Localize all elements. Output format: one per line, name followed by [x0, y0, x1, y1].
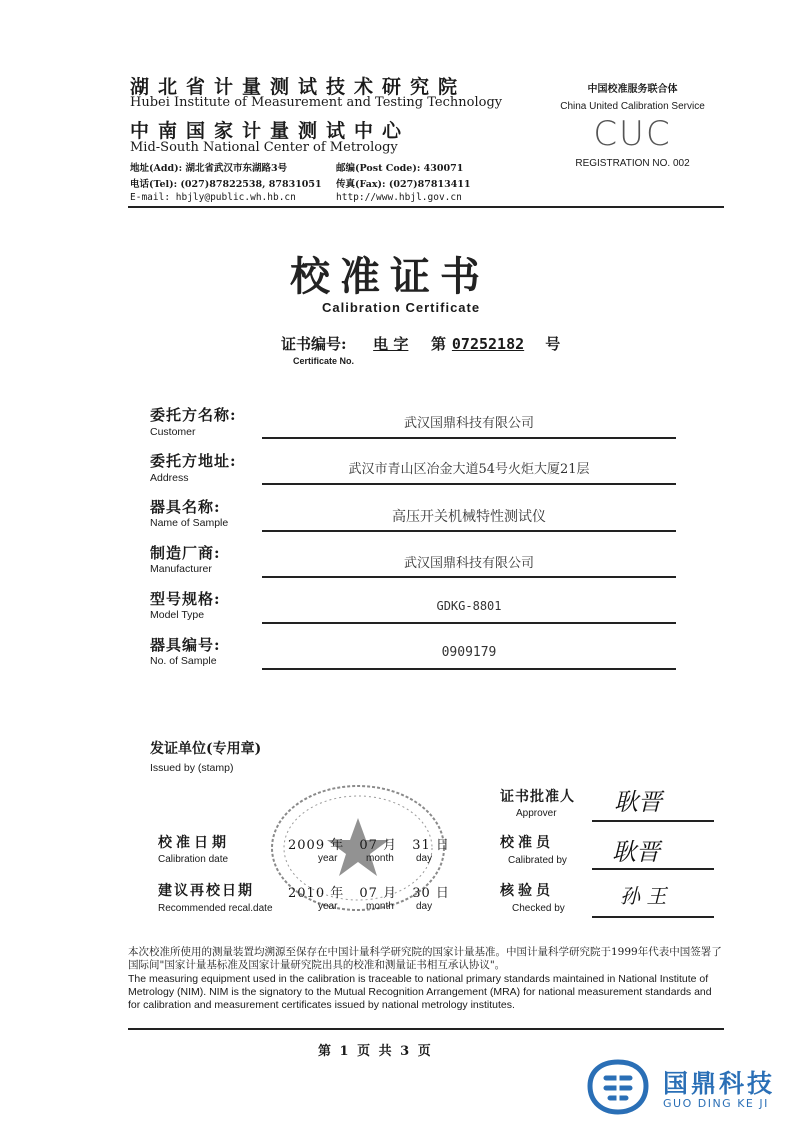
calibration-date-value	[288, 834, 450, 853]
cal-day: 31	[412, 838, 431, 853]
cuc-logo: CUC	[593, 114, 672, 154]
recal-day: 30	[412, 886, 431, 901]
watermark-en: GUO DING KE JI	[663, 1097, 769, 1110]
manufacturer-line	[262, 576, 676, 578]
traceability-note-en: The measuring equipment used in the calibration is traceable to national primary standards maintained in National Institute of Metrology (NIM). NIM is the signatory to the Mutual Recognition Arrangement (MRA) for national measurement standards and for calibration and measurement certificates issued by national metrology institutes.	[128, 973, 712, 1011]
recal-month-en: month	[366, 901, 394, 912]
recal-year-en: year	[318, 901, 338, 912]
center-name-en: Mid-South National Center of Metrology	[130, 140, 398, 155]
certno-hao: 号	[545, 335, 561, 353]
certno-label-en: Certificate No.	[293, 356, 355, 366]
checked-by-label-en: Checked by	[512, 903, 565, 914]
cal-yue: 月	[383, 838, 398, 853]
center-name-cn: 中南国家计量测试中心	[130, 120, 411, 142]
approver-label-en: Approver	[516, 808, 557, 819]
cal-year-en: year	[318, 853, 338, 864]
model-line	[262, 622, 676, 624]
cuc-name-en: China United Calibration Service	[560, 101, 705, 112]
sample-name-value: 高压开关机械特性测试仪	[392, 509, 546, 525]
calibrated-by-line	[592, 868, 714, 870]
sample-no-label-en: No. of Sample	[150, 655, 217, 667]
website: http://www.hbjl.gov.cn	[336, 192, 462, 203]
checked-by-signature: 孙 王	[620, 884, 667, 908]
address-label-cn: 委托方地址:	[150, 452, 237, 470]
sample-no-value: 0909179	[441, 645, 497, 660]
cal-ri: 日	[435, 838, 450, 853]
customer-line	[262, 437, 676, 439]
footer-divider	[128, 1028, 724, 1030]
model-value: GDKG-8801	[436, 599, 502, 613]
certno-prefix: 电 字	[373, 335, 409, 353]
email: E-mail: hbjly@public.wh.hb.cn	[130, 192, 296, 203]
postcode: 邮编(Post Code): 430071	[336, 163, 464, 174]
calibration-date-label-en: Calibration date	[158, 854, 229, 865]
sample-name-label-en: Name of Sample	[150, 517, 229, 529]
manufacturer-value: 武汉国鼎科技有限公司	[403, 556, 534, 571]
telephone: 电话(Tel): (027)87822538, 87831051	[130, 179, 322, 190]
certno-number: 07252182	[451, 335, 525, 353]
approver-label-cn: 证书批准人	[500, 789, 575, 805]
title-en: Calibration Certificate	[322, 300, 481, 315]
institute-name-en: Hubei Institute of Measurement and Testing Technology	[130, 95, 503, 110]
sample-no-label-cn: 器具编号:	[150, 636, 221, 654]
manufacturer-label-en: Manufacturer	[150, 563, 212, 575]
customer-label-en: Customer	[150, 426, 196, 438]
customer-label-cn: 委托方名称:	[150, 406, 237, 424]
checked-by-line	[592, 916, 714, 918]
watermark-cn: 国鼎科技	[663, 1069, 776, 1098]
header-divider	[128, 206, 724, 208]
cuc-name-cn: 中国校准服务联合体	[587, 84, 678, 95]
model-label-en: Model Type	[150, 609, 205, 621]
address-line	[262, 483, 676, 485]
calibrated-by-label-cn: 校准员	[500, 835, 554, 851]
calibrated-by-signature: 耿晋	[612, 838, 660, 866]
address-value: 武汉市青山区冶金大道54号火炬大厦21层	[348, 462, 590, 477]
calibrated-by-label-en: Calibrated by	[508, 855, 567, 866]
traceability-note-cn: 本次校准所使用的测量装置均溯源至保存在中国计量科学研究院的国家计量基准。中国计量科学研究院于1999年代表中国签署了国际间"国家计量基标准及国家计量研究院出具的校准和测量证书相互承认协议"。	[128, 946, 722, 971]
recal-date-label-cn: 建议再校日期	[158, 883, 254, 899]
cal-day-en: day	[416, 853, 433, 864]
issued-by-label-en: Issued by (stamp)	[150, 762, 234, 774]
recal-year: 2010	[288, 886, 326, 901]
institute-name-cn: 湖北省计量测试技术研究院	[130, 76, 467, 98]
certno-label: 证书编号:	[281, 335, 347, 353]
address-label-en: Address	[150, 472, 189, 484]
title-cn: 校准证书	[290, 253, 490, 300]
cal-year: 2009	[288, 838, 326, 853]
recal-ri: 日	[435, 886, 450, 901]
guoding-logo-icon	[586, 1058, 650, 1116]
cuc-block	[545, 80, 720, 169]
approver-signature: 耿晋	[614, 788, 662, 816]
model-label-cn: 型号规格:	[150, 590, 221, 608]
cal-nian: 年	[330, 838, 345, 853]
address: 地址(Add): 湖北省武汉市东湖路3号	[130, 163, 288, 174]
issued-by-label-cn: 发证单位(专用章)	[150, 741, 262, 757]
calibration-date-label-cn: 校准日期	[158, 835, 230, 851]
recal-month: 07	[359, 886, 378, 901]
page-number: 第 1 页 共 3 页	[318, 1044, 433, 1059]
cal-month-en: month	[366, 853, 394, 864]
recal-nian: 年	[330, 886, 345, 901]
recal-yue: 月	[383, 886, 398, 901]
certno-di: 第	[431, 335, 447, 353]
recal-date-value	[288, 882, 450, 901]
sample-no-line	[262, 668, 676, 670]
sample-name-line	[262, 530, 676, 532]
fax: 传真(Fax): (027)87813411	[336, 179, 471, 190]
manufacturer-label-cn: 制造厂商:	[150, 544, 221, 562]
checked-by-label-cn: 核验员	[500, 883, 554, 899]
sample-name-label-cn: 器具名称:	[150, 498, 221, 516]
certificate-number	[281, 333, 560, 354]
recal-date-label-en: Recommended recal.date	[158, 903, 273, 914]
recal-day-en: day	[416, 901, 433, 912]
cal-month: 07	[359, 838, 378, 853]
customer-value: 武汉国鼎科技有限公司	[403, 416, 534, 431]
cuc-registration: REGISTRATION NO. 002	[575, 158, 690, 169]
approver-line	[592, 820, 714, 822]
